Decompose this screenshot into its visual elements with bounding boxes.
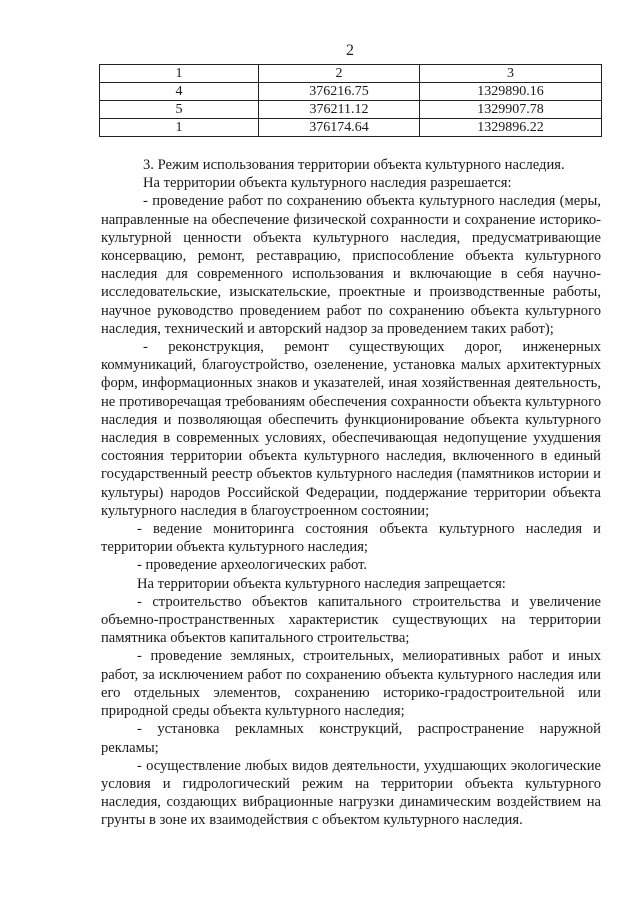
table-header-cell: 2 (259, 65, 420, 83)
page-number: 2 (346, 42, 354, 59)
paragraph: На территории объекта культурного наследия разрешается: (143, 175, 512, 192)
table-row (100, 83, 602, 101)
list-item: - проведение археологических работ. (137, 557, 368, 574)
paragraph: На территории объекта культурного наследия запрещается: (137, 575, 506, 592)
list-item: - установка рекламных конструкций, распространение наружной рекламы; (101, 721, 601, 756)
table-header-row (100, 65, 602, 83)
table-header-cell: 3 (420, 65, 602, 83)
list-item: - строительство объектов капитального строительства и увеличение объемно-пространственных характеристик существующих на территории памятника объектов капитального строительства; (101, 593, 601, 647)
table-header-cell: 1 (100, 65, 259, 83)
table-row (100, 101, 602, 119)
x-coordinate-cell: 376211.12 (259, 101, 420, 119)
x-coordinate-cell: 376174.64 (259, 119, 420, 137)
document-body (101, 156, 601, 830)
y-coordinate-cell: 1329890.16 (420, 83, 602, 101)
x-coordinate-cell: 376216.75 (259, 83, 420, 101)
list-item: - ведение мониторинга состояния объекта культурного наследия и территории объекта культурного наследия; (101, 521, 601, 556)
y-coordinate-cell: 1329896.22 (420, 119, 602, 137)
list-item: - проведение земляных, строительных, мелиоративных работ и иных работ, за исключением работ по сохранению объекта культурного наследия или его отдельных элементов, сохранению историко-градостроительной или природной среды объекта культурного наследия; (101, 648, 601, 720)
point-number-cell: 5 (100, 101, 259, 119)
coordinates-table (99, 64, 602, 137)
point-number-cell: 4 (100, 83, 259, 101)
point-number-cell: 1 (100, 119, 259, 137)
y-coordinate-cell: 1329907.78 (420, 101, 602, 119)
list-item: - проведение работ по сохранению объекта культурного наследия (меры, направленные на обеспечение физической сохранности и сохранение историко-культурной ценности объекта культурного наследия, предусматривающие консервацию, ремонт, реставрацию, приспособление объекта культурного наследия для современного использования и включающие в себя научно-исследовательские, изыскательские, проектные и производственные работы, научное руководство проведением работ по сохранению объекта культурного наследия, технический и авторский надзор за проведением таких работ); (101, 193, 601, 337)
section-heading: 3. Режим использования территории объекта культурного наследия. (143, 157, 565, 173)
list-item: - осуществление любых видов деятельности, ухудшающих экологические условия и гидрологический режим на территории объекта культурного наследия, создающих вибрационные нагрузки динамическим воздействием на грунты в зоне их взаимодействия с объектом культурного наследия. (101, 757, 601, 829)
list-item: - реконструкция, ремонт существующих дорог, инженерных коммуникаций, благоустройство, озеленение, установка малых архитектурных форм, информационных знаков и указателей, иная хозяйственная деятельность, не противоречащая требованиям обеспечения сохранности объекта культурного наследия и позволяющая обеспечить функционирование объекта культурного наследия в современных условиях, обеспечивающая недопущение ухудшения состояния территории объекта культурного наследия, включенного в единый государственный реестр объектов культурного наследия (памятников истории и культуры) народов Российской Федерации, поддержание территории объекта культурного наследия в благоустроенном состоянии; (101, 339, 601, 519)
table-row (100, 119, 602, 137)
